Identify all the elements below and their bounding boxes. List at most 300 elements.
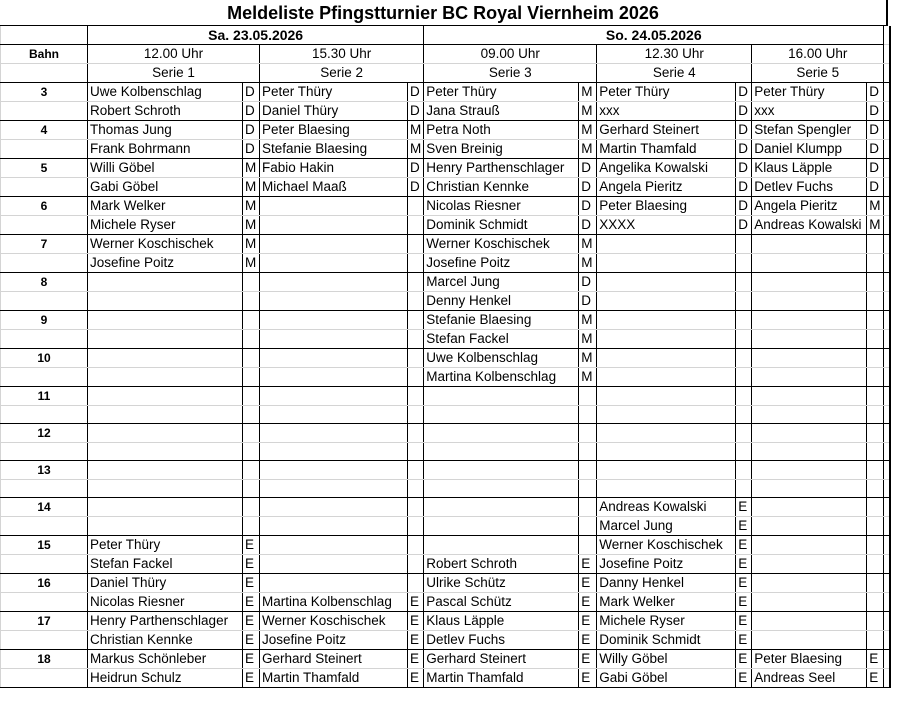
category-code-cell[interactable]: E xyxy=(243,555,260,574)
player-name-cell[interactable] xyxy=(260,517,408,536)
player-name-cell[interactable] xyxy=(260,311,408,330)
player-name-cell[interactable]: Thomas Jung xyxy=(88,121,243,140)
category-code-cell[interactable] xyxy=(736,349,752,368)
category-code-cell[interactable] xyxy=(867,480,884,498)
category-code-cell[interactable]: D xyxy=(579,178,597,197)
player-name-cell[interactable]: Josefine Poitz xyxy=(597,555,736,574)
player-name-cell[interactable] xyxy=(597,443,736,461)
category-code-cell[interactable] xyxy=(867,273,884,292)
player-name-cell[interactable] xyxy=(752,443,867,461)
category-code-cell[interactable] xyxy=(579,536,597,555)
category-code-cell[interactable] xyxy=(867,349,884,368)
player-name-cell[interactable]: Frank Bohrmann xyxy=(88,140,243,159)
player-name-cell[interactable]: Peter Thüry xyxy=(260,83,408,102)
category-code-cell[interactable]: E xyxy=(243,536,260,555)
category-code-cell[interactable] xyxy=(867,387,884,406)
category-code-cell[interactable] xyxy=(736,461,752,480)
category-code-cell[interactable] xyxy=(408,197,424,216)
player-name-cell[interactable]: Christian Kennke xyxy=(424,178,579,197)
player-name-cell[interactable] xyxy=(752,330,867,349)
category-code-cell[interactable]: E xyxy=(736,669,752,688)
player-name-cell[interactable] xyxy=(88,349,243,368)
player-name-cell[interactable] xyxy=(260,406,408,424)
category-code-cell[interactable]: E xyxy=(408,593,424,612)
category-code-cell[interactable]: E xyxy=(579,669,597,688)
category-code-cell[interactable] xyxy=(243,292,260,311)
player-name-cell[interactable]: Werner Koschischek xyxy=(260,612,408,631)
category-code-cell[interactable] xyxy=(867,424,884,443)
category-code-cell[interactable] xyxy=(408,424,424,443)
player-name-cell[interactable]: Stefanie Blaesing xyxy=(424,311,579,330)
category-code-cell[interactable] xyxy=(867,517,884,536)
player-name-cell[interactable] xyxy=(260,235,408,254)
category-code-cell[interactable] xyxy=(408,517,424,536)
category-code-cell[interactable] xyxy=(867,330,884,349)
category-code-cell[interactable]: D xyxy=(579,197,597,216)
category-code-cell[interactable]: E xyxy=(579,631,597,650)
category-code-cell[interactable]: E xyxy=(408,631,424,650)
category-code-cell[interactable] xyxy=(408,406,424,424)
category-code-cell[interactable]: D xyxy=(736,178,752,197)
category-code-cell[interactable] xyxy=(867,235,884,254)
player-name-cell[interactable] xyxy=(260,387,408,406)
player-name-cell[interactable]: Angela Pieritz xyxy=(597,178,736,197)
player-name-cell[interactable]: Martina Kolbenschlag xyxy=(260,593,408,612)
player-name-cell[interactable] xyxy=(260,555,408,574)
category-code-cell[interactable] xyxy=(736,235,752,254)
player-name-cell[interactable]: xxx xyxy=(597,102,736,121)
category-code-cell[interactable] xyxy=(408,330,424,349)
player-name-cell[interactable]: Peter Thüry xyxy=(752,83,867,102)
category-code-cell[interactable] xyxy=(736,368,752,387)
category-code-cell[interactable] xyxy=(243,330,260,349)
category-code-cell[interactable]: E xyxy=(736,555,752,574)
category-code-cell[interactable]: E xyxy=(579,650,597,669)
category-code-cell[interactable] xyxy=(243,480,260,498)
player-name-cell[interactable]: Denny Henkel xyxy=(424,292,579,311)
category-code-cell[interactable] xyxy=(736,480,752,498)
category-code-cell[interactable] xyxy=(408,555,424,574)
player-name-cell[interactable] xyxy=(424,387,579,406)
player-name-cell[interactable]: Gerhard Steinert xyxy=(424,650,579,669)
player-name-cell[interactable] xyxy=(424,406,579,424)
category-code-cell[interactable] xyxy=(579,480,597,498)
category-code-cell[interactable] xyxy=(867,536,884,555)
category-code-cell[interactable]: D xyxy=(736,102,752,121)
category-code-cell[interactable] xyxy=(408,254,424,273)
category-code-cell[interactable]: D xyxy=(243,121,260,140)
category-code-cell[interactable] xyxy=(867,498,884,517)
player-name-cell[interactable]: Michele Ryser xyxy=(597,612,736,631)
player-name-cell[interactable] xyxy=(424,498,579,517)
player-name-cell[interactable]: Danny Henkel xyxy=(597,574,736,593)
player-name-cell[interactable] xyxy=(260,368,408,387)
player-name-cell[interactable]: Daniel Thüry xyxy=(260,102,408,121)
player-name-cell[interactable] xyxy=(752,536,867,555)
player-name-cell[interactable]: XXXX xyxy=(597,216,736,235)
player-name-cell[interactable]: Peter Blaesing xyxy=(260,121,408,140)
category-code-cell[interactable] xyxy=(579,424,597,443)
player-name-cell[interactable]: Werner Koschischek xyxy=(424,235,579,254)
category-code-cell[interactable] xyxy=(867,461,884,480)
player-name-cell[interactable] xyxy=(752,311,867,330)
player-name-cell[interactable] xyxy=(260,197,408,216)
category-code-cell[interactable]: D xyxy=(736,140,752,159)
category-code-cell[interactable]: E xyxy=(736,650,752,669)
category-code-cell[interactable]: M xyxy=(579,83,597,102)
player-name-cell[interactable]: Fabio Hakin xyxy=(260,159,408,178)
category-code-cell[interactable] xyxy=(867,443,884,461)
player-name-cell[interactable]: Angelika Kowalski xyxy=(597,159,736,178)
player-name-cell[interactable] xyxy=(260,424,408,443)
category-code-cell[interactable] xyxy=(579,498,597,517)
player-name-cell[interactable] xyxy=(260,498,408,517)
category-code-cell[interactable]: M xyxy=(579,235,597,254)
player-name-cell[interactable] xyxy=(752,368,867,387)
player-name-cell[interactable]: Henry Parthenschlager xyxy=(88,612,243,631)
category-code-cell[interactable]: D xyxy=(243,140,260,159)
category-code-cell[interactable]: E xyxy=(736,517,752,536)
player-name-cell[interactable]: Martina Kolbenschlag xyxy=(424,368,579,387)
player-name-cell[interactable]: Peter Thüry xyxy=(597,83,736,102)
player-name-cell[interactable]: Ulrike Schütz xyxy=(424,574,579,593)
player-name-cell[interactable] xyxy=(752,406,867,424)
category-code-cell[interactable]: E xyxy=(736,498,752,517)
category-code-cell[interactable] xyxy=(243,406,260,424)
player-name-cell[interactable] xyxy=(424,443,579,461)
category-code-cell[interactable] xyxy=(243,311,260,330)
player-name-cell[interactable] xyxy=(88,406,243,424)
category-code-cell[interactable] xyxy=(408,536,424,555)
category-code-cell[interactable] xyxy=(243,517,260,536)
player-name-cell[interactable] xyxy=(88,273,243,292)
player-name-cell[interactable]: Josefine Poitz xyxy=(424,254,579,273)
player-name-cell[interactable]: Michele Ryser xyxy=(88,216,243,235)
player-name-cell[interactable]: Christian Kennke xyxy=(88,631,243,650)
category-code-cell[interactable]: E xyxy=(243,574,260,593)
player-name-cell[interactable]: Mark Welker xyxy=(88,197,243,216)
player-name-cell[interactable]: Martin Thamfald xyxy=(597,140,736,159)
category-code-cell[interactable]: D xyxy=(867,140,884,159)
category-code-cell[interactable] xyxy=(736,443,752,461)
player-name-cell[interactable] xyxy=(260,574,408,593)
player-name-cell[interactable]: Martin Thamfald xyxy=(424,669,579,688)
category-code-cell[interactable] xyxy=(243,349,260,368)
category-code-cell[interactable] xyxy=(243,443,260,461)
player-name-cell[interactable]: Stefan Fackel xyxy=(88,555,243,574)
category-code-cell[interactable]: D xyxy=(408,83,424,102)
player-name-cell[interactable] xyxy=(597,330,736,349)
player-name-cell[interactable] xyxy=(260,536,408,555)
player-name-cell[interactable] xyxy=(752,480,867,498)
category-code-cell[interactable]: D xyxy=(867,178,884,197)
player-name-cell[interactable]: Peter Blaesing xyxy=(597,197,736,216)
player-name-cell[interactable] xyxy=(260,254,408,273)
player-name-cell[interactable] xyxy=(597,387,736,406)
category-code-cell[interactable]: M xyxy=(243,216,260,235)
player-name-cell[interactable] xyxy=(597,235,736,254)
category-code-cell[interactable]: D xyxy=(579,292,597,311)
category-code-cell[interactable]: M xyxy=(579,368,597,387)
category-code-cell[interactable]: M xyxy=(579,102,597,121)
player-name-cell[interactable]: Josefine Poitz xyxy=(88,254,243,273)
player-name-cell[interactable] xyxy=(752,593,867,612)
category-code-cell[interactable] xyxy=(408,574,424,593)
category-code-cell[interactable]: E xyxy=(579,593,597,612)
category-code-cell[interactable]: M xyxy=(867,197,884,216)
player-name-cell[interactable]: Gabi Göbel xyxy=(597,669,736,688)
player-name-cell[interactable]: Martin Thamfald xyxy=(260,669,408,688)
player-name-cell[interactable]: Michael Maaß xyxy=(260,178,408,197)
category-code-cell[interactable]: M xyxy=(579,349,597,368)
player-name-cell[interactable] xyxy=(752,612,867,631)
player-name-cell[interactable]: Daniel Thüry xyxy=(88,574,243,593)
category-code-cell[interactable]: M xyxy=(243,235,260,254)
category-code-cell[interactable] xyxy=(408,498,424,517)
player-name-cell[interactable]: Werner Koschischek xyxy=(597,536,736,555)
player-name-cell[interactable] xyxy=(88,498,243,517)
player-name-cell[interactable] xyxy=(752,517,867,536)
category-code-cell[interactable] xyxy=(408,368,424,387)
player-name-cell[interactable]: Willi Göbel xyxy=(88,159,243,178)
player-name-cell[interactable] xyxy=(597,480,736,498)
category-code-cell[interactable]: D xyxy=(243,83,260,102)
player-name-cell[interactable] xyxy=(597,311,736,330)
category-code-cell[interactable]: D xyxy=(736,159,752,178)
player-name-cell[interactable] xyxy=(260,216,408,235)
player-name-cell[interactable] xyxy=(88,311,243,330)
player-name-cell[interactable]: Nicolas Riesner xyxy=(424,197,579,216)
player-name-cell[interactable] xyxy=(88,424,243,443)
category-code-cell[interactable] xyxy=(408,235,424,254)
category-code-cell[interactable]: D xyxy=(579,216,597,235)
category-code-cell[interactable]: E xyxy=(736,574,752,593)
category-code-cell[interactable] xyxy=(867,368,884,387)
player-name-cell[interactable]: Uwe Kolbenschlag xyxy=(424,349,579,368)
category-code-cell[interactable] xyxy=(736,406,752,424)
category-code-cell[interactable] xyxy=(867,593,884,612)
player-name-cell[interactable]: Marcel Jung xyxy=(597,517,736,536)
category-code-cell[interactable]: E xyxy=(579,574,597,593)
category-code-cell[interactable]: E xyxy=(867,669,884,688)
category-code-cell[interactable]: D xyxy=(408,178,424,197)
player-name-cell[interactable]: Willy Göbel xyxy=(597,650,736,669)
player-name-cell[interactable]: Detlev Fuchs xyxy=(752,178,867,197)
player-name-cell[interactable]: Angela Pieritz xyxy=(752,197,867,216)
player-name-cell[interactable] xyxy=(752,273,867,292)
category-code-cell[interactable] xyxy=(408,311,424,330)
player-name-cell[interactable] xyxy=(752,498,867,517)
player-name-cell[interactable]: Andreas Kowalski xyxy=(752,216,867,235)
player-name-cell[interactable] xyxy=(424,480,579,498)
category-code-cell[interactable]: E xyxy=(243,593,260,612)
category-code-cell[interactable]: D xyxy=(408,159,424,178)
player-name-cell[interactable] xyxy=(752,631,867,650)
player-name-cell[interactable] xyxy=(260,273,408,292)
player-name-cell[interactable] xyxy=(752,574,867,593)
player-name-cell[interactable]: Andreas Kowalski xyxy=(597,498,736,517)
category-code-cell[interactable]: M xyxy=(579,330,597,349)
category-code-cell[interactable]: M xyxy=(579,140,597,159)
player-name-cell[interactable] xyxy=(752,387,867,406)
category-code-cell[interactable]: D xyxy=(408,102,424,121)
player-name-cell[interactable] xyxy=(597,406,736,424)
category-code-cell[interactable]: E xyxy=(736,631,752,650)
category-code-cell[interactable] xyxy=(736,330,752,349)
category-code-cell[interactable]: M xyxy=(243,178,260,197)
category-code-cell[interactable] xyxy=(736,292,752,311)
category-code-cell[interactable]: E xyxy=(736,593,752,612)
player-name-cell[interactable]: Stefan Spengler xyxy=(752,121,867,140)
category-code-cell[interactable] xyxy=(736,424,752,443)
category-code-cell[interactable]: M xyxy=(408,140,424,159)
player-name-cell[interactable]: Andreas Seel xyxy=(752,669,867,688)
category-code-cell[interactable]: D xyxy=(579,273,597,292)
player-name-cell[interactable]: Gabi Göbel xyxy=(88,178,243,197)
player-name-cell[interactable] xyxy=(88,368,243,387)
player-name-cell[interactable] xyxy=(88,480,243,498)
player-name-cell[interactable]: Gerhard Steinert xyxy=(597,121,736,140)
category-code-cell[interactable] xyxy=(243,498,260,517)
player-name-cell[interactable] xyxy=(424,424,579,443)
player-name-cell[interactable]: Detlev Fuchs xyxy=(424,631,579,650)
category-code-cell[interactable]: D xyxy=(579,159,597,178)
player-name-cell[interactable] xyxy=(260,461,408,480)
player-name-cell[interactable] xyxy=(424,461,579,480)
player-name-cell[interactable] xyxy=(752,555,867,574)
player-name-cell[interactable] xyxy=(597,461,736,480)
category-code-cell[interactable]: M xyxy=(243,197,260,216)
category-code-cell[interactable]: E xyxy=(408,669,424,688)
category-code-cell[interactable] xyxy=(408,480,424,498)
category-code-cell[interactable] xyxy=(243,273,260,292)
player-name-cell[interactable]: Peter Thüry xyxy=(424,83,579,102)
category-code-cell[interactable] xyxy=(243,424,260,443)
category-code-cell[interactable]: M xyxy=(867,216,884,235)
category-code-cell[interactable] xyxy=(408,292,424,311)
player-name-cell[interactable]: Peter Thüry xyxy=(88,536,243,555)
category-code-cell[interactable] xyxy=(867,406,884,424)
player-name-cell[interactable]: Dominik Schmidt xyxy=(424,216,579,235)
category-code-cell[interactable] xyxy=(408,216,424,235)
category-code-cell[interactable] xyxy=(408,443,424,461)
category-code-cell[interactable]: M xyxy=(408,121,424,140)
category-code-cell[interactable]: E xyxy=(408,612,424,631)
category-code-cell[interactable] xyxy=(408,349,424,368)
player-name-cell[interactable]: xxx xyxy=(752,102,867,121)
player-name-cell[interactable]: Jana Strauß xyxy=(424,102,579,121)
category-code-cell[interactable]: E xyxy=(243,669,260,688)
category-code-cell[interactable]: E xyxy=(867,650,884,669)
player-name-cell[interactable] xyxy=(260,330,408,349)
category-code-cell[interactable] xyxy=(867,254,884,273)
category-code-cell[interactable]: D xyxy=(867,83,884,102)
category-code-cell[interactable]: D xyxy=(867,121,884,140)
player-name-cell[interactable]: Petra Noth xyxy=(424,121,579,140)
player-name-cell[interactable]: Heidrun Schulz xyxy=(88,669,243,688)
category-code-cell[interactable] xyxy=(579,387,597,406)
category-code-cell[interactable]: D xyxy=(867,159,884,178)
category-code-cell[interactable] xyxy=(736,387,752,406)
category-code-cell[interactable] xyxy=(867,292,884,311)
category-code-cell[interactable]: D xyxy=(867,102,884,121)
player-name-cell[interactable]: Robert Schroth xyxy=(424,555,579,574)
category-code-cell[interactable] xyxy=(408,387,424,406)
category-code-cell[interactable]: E xyxy=(579,612,597,631)
category-code-cell[interactable]: D xyxy=(736,216,752,235)
category-code-cell[interactable] xyxy=(736,254,752,273)
category-code-cell[interactable]: M xyxy=(243,254,260,273)
player-name-cell[interactable] xyxy=(88,461,243,480)
category-code-cell[interactable] xyxy=(867,612,884,631)
player-name-cell[interactable]: Werner Koschischek xyxy=(88,235,243,254)
player-name-cell[interactable] xyxy=(424,536,579,555)
category-code-cell[interactable]: E xyxy=(579,555,597,574)
player-name-cell[interactable] xyxy=(597,254,736,273)
category-code-cell[interactable] xyxy=(408,273,424,292)
player-name-cell[interactable]: Peter Blaesing xyxy=(752,650,867,669)
player-name-cell[interactable] xyxy=(260,480,408,498)
category-code-cell[interactable]: M xyxy=(243,159,260,178)
player-name-cell[interactable] xyxy=(88,443,243,461)
player-name-cell[interactable] xyxy=(88,387,243,406)
player-name-cell[interactable]: Dominik Schmidt xyxy=(597,631,736,650)
player-name-cell[interactable]: Klaus Läpple xyxy=(752,159,867,178)
category-code-cell[interactable] xyxy=(243,368,260,387)
player-name-cell[interactable] xyxy=(597,292,736,311)
category-code-cell[interactable] xyxy=(243,461,260,480)
player-name-cell[interactable]: Mark Welker xyxy=(597,593,736,612)
category-code-cell[interactable]: D xyxy=(243,102,260,121)
player-name-cell[interactable]: Pascal Schütz xyxy=(424,593,579,612)
category-code-cell[interactable] xyxy=(867,311,884,330)
player-name-cell[interactable] xyxy=(752,461,867,480)
category-code-cell[interactable]: D xyxy=(736,83,752,102)
player-name-cell[interactable] xyxy=(260,443,408,461)
player-name-cell[interactable] xyxy=(752,254,867,273)
player-name-cell[interactable] xyxy=(88,292,243,311)
player-name-cell[interactable]: Sven Breinig xyxy=(424,140,579,159)
category-code-cell[interactable] xyxy=(408,461,424,480)
player-name-cell[interactable] xyxy=(260,349,408,368)
player-name-cell[interactable]: Klaus Läpple xyxy=(424,612,579,631)
player-name-cell[interactable]: Henry Parthenschlager xyxy=(424,159,579,178)
player-name-cell[interactable]: Robert Schroth xyxy=(88,102,243,121)
category-code-cell[interactable]: E xyxy=(736,536,752,555)
player-name-cell[interactable] xyxy=(597,273,736,292)
category-code-cell[interactable] xyxy=(736,311,752,330)
category-code-cell[interactable] xyxy=(579,406,597,424)
category-code-cell[interactable] xyxy=(867,631,884,650)
player-name-cell[interactable] xyxy=(597,424,736,443)
category-code-cell[interactable]: E xyxy=(243,612,260,631)
category-code-cell[interactable] xyxy=(579,461,597,480)
player-name-cell[interactable]: Daniel Klumpp xyxy=(752,140,867,159)
category-code-cell[interactable]: E xyxy=(243,650,260,669)
player-name-cell[interactable]: Uwe Kolbenschlag xyxy=(88,83,243,102)
category-code-cell[interactable] xyxy=(243,387,260,406)
category-code-cell[interactable]: M xyxy=(579,254,597,273)
category-code-cell[interactable]: M xyxy=(579,311,597,330)
category-code-cell[interactable]: D xyxy=(736,197,752,216)
player-name-cell[interactable]: Stefan Fackel xyxy=(424,330,579,349)
category-code-cell[interactable] xyxy=(736,273,752,292)
player-name-cell[interactable] xyxy=(752,349,867,368)
player-name-cell[interactable] xyxy=(597,368,736,387)
category-code-cell[interactable] xyxy=(867,555,884,574)
player-name-cell[interactable] xyxy=(88,330,243,349)
player-name-cell[interactable]: Gerhard Steinert xyxy=(260,650,408,669)
